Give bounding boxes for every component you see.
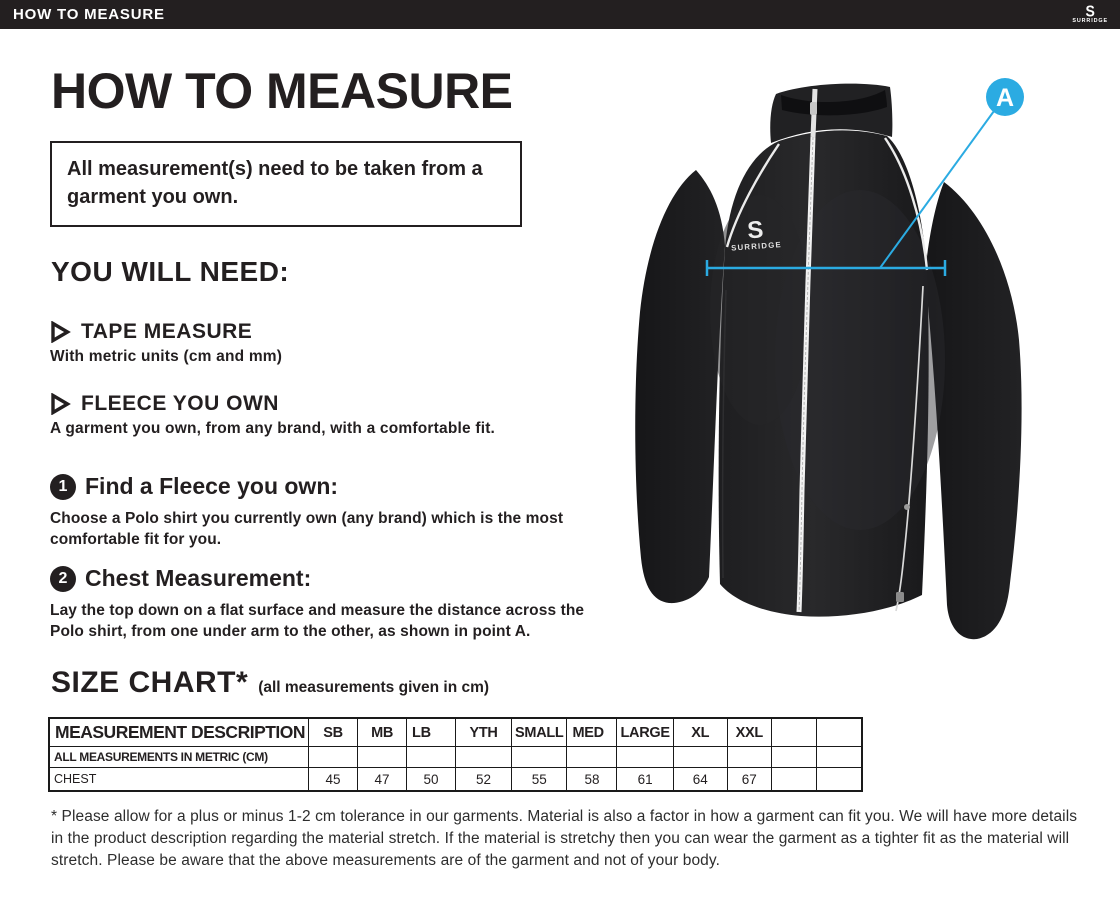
triangle-bullet-icon — [50, 393, 71, 415]
cell: 61 — [617, 768, 673, 792]
need-item-title: TAPE MEASURE — [81, 320, 253, 343]
tolerance-footnote: * Please allow for a plus or minus 1-2 cm tolerance in our garments. Material is also a factor in how a garment can fit you. We will have more details in the product description regarding the material stretch. If the material is stretchy then you can wear the garment as a tighter fit as the material will stretch. Please be aware that the above measurements are of the garment and not of your body. — [51, 808, 1078, 870]
point-a-label: A — [995, 84, 1015, 112]
cell — [727, 747, 771, 768]
step-title: Chest Measurement: — [85, 565, 312, 591]
need-item-fleece — [50, 392, 495, 438]
hem-toggle — [896, 592, 904, 602]
cell: 47 — [358, 768, 407, 792]
top-bar — [0, 0, 1120, 29]
jacket-left-sleeve — [635, 170, 725, 603]
cell — [309, 747, 358, 768]
size-chart-subtitle: (all measurements given in cm) — [258, 679, 490, 696]
surridge-logo-text: SURRIDGE — [1072, 18, 1108, 25]
size-chart — [48, 717, 863, 792]
cell: 67 — [727, 768, 771, 792]
step-number-badge: 2 — [50, 566, 76, 592]
column-header: MEASUREMENT DESCRIPTION — [49, 718, 309, 747]
column-header — [816, 718, 862, 747]
surridge-s-icon: S — [1085, 2, 1095, 21]
top-bar-title: HOW TO MEASURE — [13, 6, 165, 23]
row-label: ALL MEASUREMENTS IN METRIC (CM) — [49, 747, 309, 768]
cell — [407, 747, 456, 768]
size-chart-header-row — [49, 718, 862, 747]
size-chart-title: SIZE CHART* — [51, 666, 249, 699]
cell — [617, 747, 673, 768]
cell — [358, 747, 407, 768]
triangle-bullet-icon — [50, 321, 71, 343]
row-label: CHEST — [49, 768, 309, 792]
column-header: XL — [673, 718, 727, 747]
step-description: Choose a Polo shirt you currently own (any brand) which is the most comfortable fit for you. — [50, 510, 564, 549]
step-description: Lay the top down on a flat surface and measure the distance across the Polo shirt, from one under arm to the other, as shown in point A. — [50, 602, 585, 641]
measurement-notice-box: All measurement(s) need to be taken from a garment you own. — [50, 141, 522, 227]
cell — [456, 747, 512, 768]
column-header — [771, 718, 816, 747]
cell: 45 — [309, 768, 358, 792]
cell — [771, 768, 816, 792]
cell: 58 — [567, 768, 617, 792]
cell — [771, 747, 816, 768]
page-title: HOW TO MEASURE — [51, 63, 513, 119]
cell — [567, 747, 617, 768]
step-1 — [50, 473, 595, 551]
step-title: Find a Fleece you own: — [85, 473, 339, 499]
cell — [816, 768, 862, 792]
column-header: LARGE — [617, 718, 673, 747]
size-chart-metric-row — [49, 747, 862, 768]
column-header: MED — [567, 718, 617, 747]
size-chart-table — [48, 717, 863, 792]
cell — [673, 747, 727, 768]
zipper-pull — [810, 102, 817, 115]
garment-logo-text: SURRIDGE — [730, 240, 783, 253]
step-2 — [50, 565, 595, 643]
need-item-tape-measure — [50, 320, 282, 366]
garment-logo-s: S — [746, 216, 765, 245]
cell — [816, 747, 862, 768]
cell: 64 — [673, 768, 727, 792]
need-item-description: With metric units (cm and mm) — [50, 348, 283, 365]
fleece-product-figure — [620, 40, 1120, 665]
fleece-jacket-illustration — [620, 40, 1120, 665]
cell: 55 — [512, 768, 567, 792]
column-header: YTH — [456, 718, 512, 747]
need-item-description: A garment you own, from any brand, with a comfortable fit. — [50, 420, 496, 437]
you-will-need-heading: YOU WILL NEED: — [51, 256, 290, 287]
column-header: MB — [358, 718, 407, 747]
need-item-title: FLEECE YOU OWN — [81, 392, 279, 415]
size-chart-chest-row — [49, 768, 862, 792]
cell: 50 — [407, 768, 456, 792]
column-header: XXL — [727, 718, 771, 747]
cell: 52 — [456, 768, 512, 792]
column-header: SB — [309, 718, 358, 747]
size-chart-heading — [51, 666, 489, 700]
pocket-zip-pull — [904, 504, 910, 510]
step-number-badge: 1 — [50, 474, 76, 500]
column-header: SMALL — [512, 718, 567, 747]
cell — [512, 747, 567, 768]
column-header: LB — [407, 718, 456, 747]
surridge-logo — [1072, 4, 1120, 24]
